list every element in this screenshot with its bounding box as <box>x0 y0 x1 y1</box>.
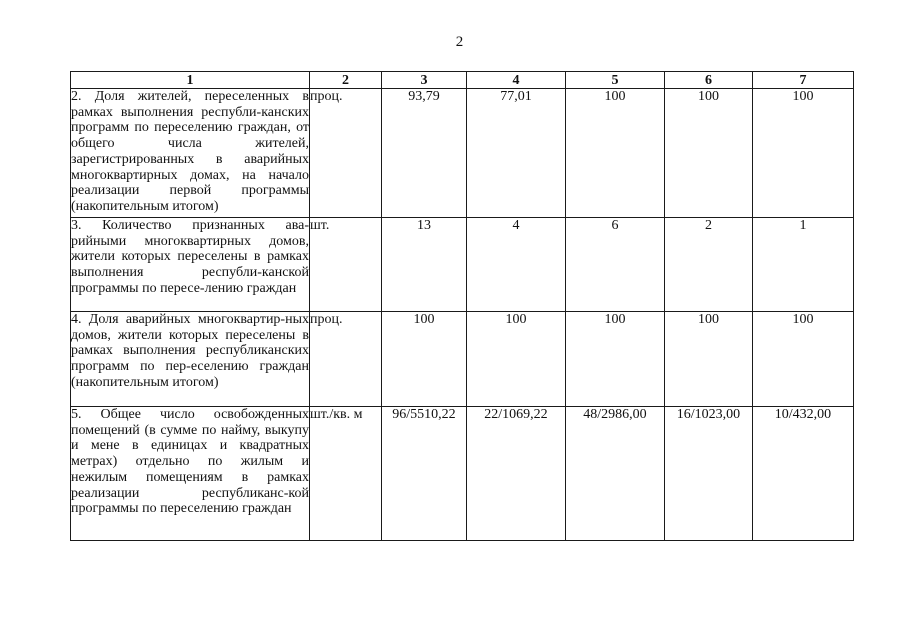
table-row <box>71 89 854 218</box>
header-cell-2: 2 <box>310 72 382 89</box>
header-row <box>71 72 854 89</box>
indicator-unit: проц. <box>310 312 382 407</box>
table-row <box>71 312 854 407</box>
value-cell: 96/5510,22 <box>382 407 467 541</box>
page-number: 2 <box>455 34 464 50</box>
header-cell-1: 1 <box>71 72 310 89</box>
value-cell: 10/432,00 <box>753 407 854 541</box>
indicator-description: 3. Количество признанных ава-рийными многоквартирных домов, жители которых переселены в рамках выполнения республи-канской программы по пересе-лению граждан <box>71 218 310 312</box>
indicator-unit: шт. <box>310 218 382 312</box>
indicator-unit: проц. <box>310 89 382 218</box>
value-cell: 48/2986,00 <box>566 407 665 541</box>
indicator-description: 5. Общее число освобожденных помещений (в сумме по найму, выкупу и мене в единицах и квадратных метрах) отдельно по жилым и нежилым помещениям в рамках реализации республиканс-кой программы по переселению граждан <box>71 407 310 541</box>
header-cell-3: 3 <box>382 72 467 89</box>
table-row <box>71 218 854 312</box>
value-cell: 100 <box>753 312 854 407</box>
value-cell: 22/1069,22 <box>467 407 566 541</box>
value-cell: 16/1023,00 <box>665 407 753 541</box>
value-cell: 100 <box>467 312 566 407</box>
value-cell: 77,01 <box>467 89 566 218</box>
value-cell: 100 <box>566 312 665 407</box>
indicator-unit: шт./кв. м <box>310 407 382 541</box>
value-cell: 100 <box>665 89 753 218</box>
header-cell-7: 7 <box>753 72 854 89</box>
header-cell-5: 5 <box>566 72 665 89</box>
value-cell: 6 <box>566 218 665 312</box>
value-cell: 100 <box>382 312 467 407</box>
value-cell: 93,79 <box>382 89 467 218</box>
value-cell: 4 <box>467 218 566 312</box>
indicator-description: 4. Доля аварийных многоквартир-ных домов, жители которых переселены в рамках выполнения республиканских программ по пер-еселению граждан (накопительным итогом) <box>71 312 310 407</box>
value-cell: 100 <box>566 89 665 218</box>
indicator-description: 2. Доля жителей, переселенных в рамках выполнения республи-канских программ по переселению граждан, от общего числа жителей, зарегистрированных в аварийных многоквартирных домах, на начало реализации первой программы (накопительным итогом) <box>71 89 310 218</box>
table-row <box>71 407 854 541</box>
value-cell: 2 <box>665 218 753 312</box>
value-cell: 100 <box>753 89 854 218</box>
header-cell-6: 6 <box>665 72 753 89</box>
value-cell: 100 <box>665 312 753 407</box>
value-cell: 13 <box>382 218 467 312</box>
indicators-table <box>70 71 854 541</box>
value-cell: 1 <box>753 218 854 312</box>
header-cell-4: 4 <box>467 72 566 89</box>
